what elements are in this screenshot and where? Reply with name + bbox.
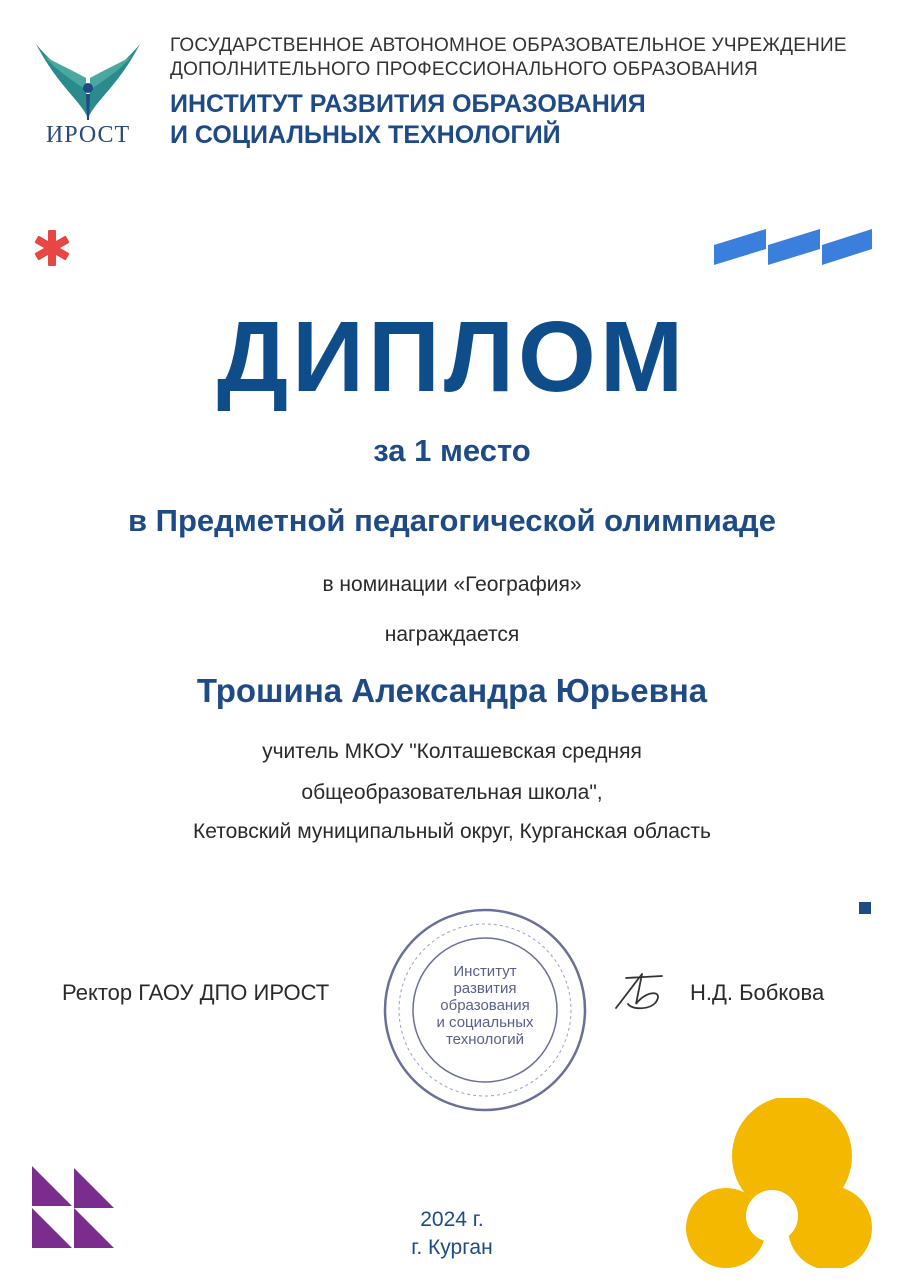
stamp-line-5: технологий <box>445 1031 524 1048</box>
square-decoration <box>859 902 871 914</box>
nomination-text: в номинации «География» <box>322 573 582 596</box>
signer-name: Н.Д. Бобкова <box>690 980 825 1005</box>
org-line-2: ДОПОЛНИТЕЛЬНОГО ПРОФЕССИОНАЛЬНОГО ОБРАЗОВАНИЯ <box>170 59 758 80</box>
handwritten-signature-icon <box>612 968 672 1016</box>
stamp-line-2: развития <box>453 980 517 997</box>
position-line-1: учитель МКОУ "Колташевская средняя <box>262 740 642 763</box>
irost-logo <box>28 30 148 155</box>
institute-line-1: ИНСТИТУТ РАЗВИТИЯ ОБРАЗОВАНИЯ <box>170 90 646 118</box>
stamp-line-4: и социальных <box>436 1014 534 1031</box>
position-line-2: общеобразовательная школа", <box>301 781 603 804</box>
olympiad-text: в Предметной педагогической олимпиаде <box>128 503 776 538</box>
diploma-title: ДИПЛОМ <box>216 301 688 413</box>
bird-logo-icon <box>28 30 148 122</box>
recipient-name: Трошина Александра Юрьевна <box>196 672 708 709</box>
stamp-line-3: образования <box>440 997 530 1014</box>
rector-title: Ректор ГАОУ ДПО ИРОСТ <box>62 980 330 1005</box>
awarded-text: награждается <box>384 623 520 646</box>
place-text: за 1 место <box>373 433 531 468</box>
stripes-decoration-icon <box>714 227 874 267</box>
position-line-3: Кетовский муниципальный округ, Курганская область <box>193 820 711 843</box>
year-text: 2024 г. <box>420 1208 484 1231</box>
logo-wordmark: ИРОСТ <box>45 122 131 148</box>
institute-line-2: И СОЦИАЛЬНЫХ ТЕХНОЛОГИЙ <box>170 121 561 149</box>
stamp-line-1: Институт <box>453 963 517 980</box>
city-text: г. Курган <box>411 1236 493 1259</box>
asterisk-icon <box>32 228 72 268</box>
org-line-1: ГОСУДАРСТВЕННОЕ АВТОНОМНОЕ ОБРАЗОВАТЕЛЬНОЕ УЧРЕЖДЕНИЕ <box>170 35 847 56</box>
official-stamp <box>380 905 590 1115</box>
